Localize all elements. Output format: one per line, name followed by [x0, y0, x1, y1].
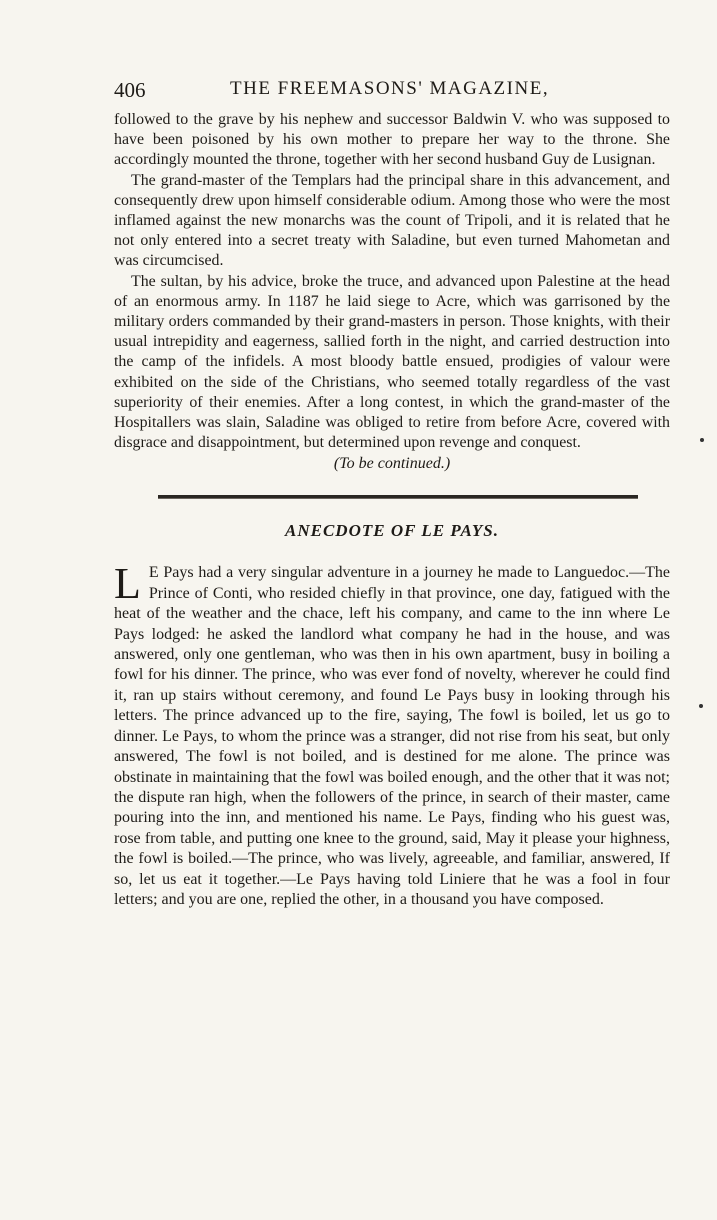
- drop-cap: L: [114, 559, 141, 609]
- continued-note: (To be continued.): [333, 455, 451, 473]
- magazine-title: THE FREEMASONS' MAGAZINE,: [230, 78, 550, 99]
- article-paragraph: followed to the grave by his nephew and successor Baldwin V. who was supposed to have been poisoned by his own mother to prepare her way to the throne. She accordingly mounted the throne, together with her second husband Guy de Lusignan.: [114, 111, 670, 169]
- anecdote-body: [114, 559, 670, 910]
- article-continuation: [114, 110, 670, 473]
- article-paragraph: The grand-master of the Templars had the principal share in this advancement, and consequently drew upon himself considerable odium. Among those who were the most inflamed against the new monarchs was the count of Tripoli, and it is related that he not only entered into a secret treaty with Saladine, but even turned Mahometan and was circumcised.: [114, 171, 670, 270]
- book-page: [114, 78, 670, 910]
- section-divider: [158, 495, 638, 499]
- print-speck: [699, 704, 703, 708]
- anecdote-text: E Pays had a very singular adventure in a journey he made to Languedoc.—The Prince of Conti, who resided chiefly in that province, one day, fatigued with the heat of the weather and the chace, left his company, and came to the inn where Le Pays lodged: he asked the landlord what company he had in the house, and was answered, only one gentleman, who was then in his own apartment, busy in boiling a fowl for his dinner. The prince, who was ever fond of novelty, wherever he could find it, ran up stairs without ceremony, and found Le Pays busy in looking through his letters. The prince advanced up to the fire, saying, The fowl is boiled, let us go to dinner. Le Pays, to whom the prince was a stranger, did not rise from his seat, but only answered, The fowl is not boiled, and is destined for me alone. The prince was obstinate in maintaining that the fowl was boiled enough, and the other that it was not; the dispute ran high, when the followers of the prince, in search of their master, came pouring into the inn, and mentioned his name. Le Pays, finding who his guest was, rose from table, and putting one knee to the ground, said, May it please your highness, the fowl is boiled.—The prince, who was lively, agreeable, and familiar, answered, If so, let us eat it together.—Le Pays having told Liniere that he was a fool in four letters; and you are one, replied the other, in a thousand you have composed.: [114, 564, 670, 908]
- running-head: [114, 78, 670, 110]
- anecdote-title: ANECDOTE OF LE PAYS.: [285, 521, 499, 541]
- print-speck: [700, 438, 704, 442]
- article-paragraph: The sultan, by his advice, broke the truce, and advanced upon Palestine at the head of an enormous army. In 1187 he laid siege to Acre, which was garrisoned by the military orders commanded by their grand-masters in person. Those knights, with their usual intrepidity and eagerness, sallied forth in the night, and carried destruction into the camp of the infidels. A most bloody battle ensued, prodigies of valour were exhibited on the side of the Christians, who seemed totally regardless of the vast superiority of their enemies. After a long contest, in which the grand-master of the Hospitallers was slain, Saladine was obliged to retire from before Acre, covered with disgrace and disappointment, but determined upon revenge and conquest.: [114, 272, 670, 452]
- page-number: 406: [114, 78, 146, 102]
